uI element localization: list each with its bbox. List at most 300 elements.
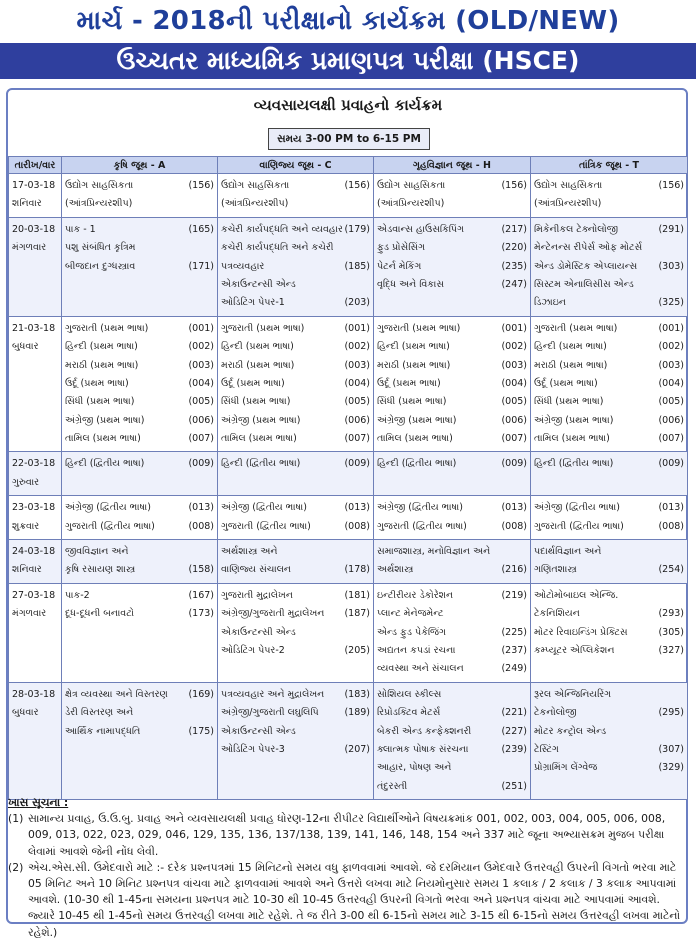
subject-code: (007)	[188, 433, 214, 445]
subject-name: ટેકનિશિયન	[534, 608, 580, 620]
subject-code: (013)	[658, 502, 684, 514]
subject-cell-technical	[531, 496, 688, 540]
subject-line	[65, 195, 214, 213]
subject-line	[65, 499, 214, 517]
subject-code: (003)	[344, 359, 370, 371]
subject-code: (003)	[501, 359, 527, 371]
note-item	[8, 811, 684, 860]
subject-name: બીજદાન દુગ્ધસ્ત્રાવ	[65, 260, 136, 272]
subject-name: મિકેનીકલ ટેક્નોલોજી	[534, 223, 619, 235]
subject-code: (187)	[344, 608, 370, 620]
subject-line	[221, 412, 370, 430]
subject-code	[682, 276, 684, 294]
exam-date: 17-03-18	[12, 180, 56, 191]
subject-code: (220)	[501, 242, 527, 254]
table-row	[9, 682, 688, 799]
subject-line	[221, 543, 370, 561]
subject-code: (178)	[344, 564, 370, 576]
subject-cell-agriculture	[62, 583, 218, 682]
column-header-date: તારીખ/વાર	[9, 157, 62, 174]
subject-name: સમાજશાસ્ત્ર, મનોવિજ્ઞાન અને	[377, 546, 491, 558]
subject-line	[377, 778, 527, 796]
subject-code: (008)	[344, 520, 370, 532]
subject-line	[221, 605, 370, 623]
subject-code: (005)	[658, 396, 684, 408]
exam-day: શનિવાર	[12, 564, 42, 576]
subject-name: ઉદ્યોગ સાહસિકતા	[221, 180, 290, 191]
subject-code: (004)	[501, 377, 527, 389]
exam-day: બુધવાર	[12, 341, 39, 353]
subject-name: હિન્દી (પ્રથમ ભાષા)	[534, 341, 607, 353]
subject-line	[377, 412, 527, 430]
subject-line	[221, 587, 370, 605]
subject-code	[525, 605, 527, 623]
subject-code: (325)	[658, 297, 684, 309]
subject-name: રિપ્રોડક્ટિવ મેટર્સ	[377, 707, 441, 719]
subject-cell-home-science	[374, 540, 531, 584]
subject-line	[377, 605, 527, 623]
subject-code	[682, 543, 684, 561]
subject-cell-technical	[531, 583, 688, 682]
subject-code: (227)	[501, 725, 527, 737]
subject-code: (249)	[501, 663, 527, 675]
subject-code: (009)	[344, 458, 370, 470]
subject-code: (002)	[344, 341, 370, 353]
subject-cell-commerce	[218, 452, 374, 496]
subject-name: ક્ષેત્ર વ્યવસ્થા અને વિસ્તરણ	[65, 688, 168, 700]
subject-line	[377, 320, 527, 338]
subject-code: (002)	[658, 341, 684, 353]
subject-name: મોટર કન્ટ્રોલ એન્ડ	[534, 725, 607, 737]
subject-code	[368, 543, 370, 561]
subject-code	[682, 686, 684, 704]
subject-cell-agriculture	[62, 540, 218, 584]
subject-name: પત્રવ્યવહાર અને મુદ્રાલેખન	[221, 688, 325, 700]
subject-name: કચેરી કાર્યપદ્ધતિ અને કચેરી	[221, 242, 334, 254]
subject-code	[525, 195, 527, 213]
subject-name: વૃદ્ધિ અને વિકાસ	[377, 278, 445, 290]
subject-name: ગુજરાતી (પ્રથમ ભાષા)	[221, 322, 305, 334]
subject-code: (156)	[188, 180, 214, 191]
subject-code: (291)	[658, 223, 684, 235]
subject-name: પાક - 1	[65, 223, 96, 235]
subject-name: કૃષિ રસાયણ શાસ્ત્ર	[65, 564, 136, 576]
subject-name: પત્રવ્યવહાર	[221, 260, 265, 272]
subject-code: (251)	[501, 780, 527, 792]
subject-code: (239)	[501, 743, 527, 755]
subject-name: ઉર્દૂ (પ્રથમ ભાષા)	[377, 377, 441, 389]
schedule-table	[8, 156, 688, 800]
subject-line	[534, 430, 684, 448]
exam-date: 21-03-18	[12, 322, 56, 334]
subject-code: (002)	[501, 341, 527, 353]
subject-code: (004)	[658, 377, 684, 389]
subject-code: (001)	[188, 322, 214, 334]
subject-cell-home-science	[374, 682, 531, 799]
subject-name: (આંત્રપ્રિન્યરશીપ)	[221, 198, 289, 210]
exam-day: મંગળવાર	[12, 242, 47, 254]
subject-name: ક્લાત્મક પોષાક સંરચના	[377, 743, 469, 755]
subject-line	[534, 518, 684, 536]
subject-line	[221, 430, 370, 448]
subject-line	[377, 543, 527, 561]
subject-name: અંગ્રેજી (પ્રથમ ભાષા)	[65, 414, 145, 426]
subject-code: (004)	[344, 377, 370, 389]
subject-line	[377, 177, 527, 195]
subject-name: વ્યવસ્થા અને સંચાલન	[377, 663, 464, 675]
exam-day: મંગળવાર	[12, 608, 47, 620]
table-header-row	[9, 157, 688, 174]
subject-line	[534, 412, 684, 430]
subject-name: સિંધી (પ્રથમ ભાષા)	[221, 396, 291, 408]
subject-cell-commerce	[218, 174, 374, 218]
subject-name: ટેસ્ટિંગ	[534, 743, 559, 755]
subject-line	[377, 221, 527, 239]
subject-line	[65, 686, 214, 704]
subject-line	[377, 357, 527, 375]
subject-name: ડેરી વિસ્તરણ અને	[65, 707, 134, 719]
subject-code: (008)	[658, 520, 684, 532]
exam-date: 20-03-18	[12, 223, 56, 235]
subject-code: (183)	[344, 688, 370, 700]
exam-time-box: સમય 3-00 PM to 6-15 PM	[268, 128, 430, 150]
subject-line	[534, 759, 684, 777]
subject-line	[534, 686, 684, 704]
subject-line	[65, 320, 214, 338]
date-cell	[9, 496, 62, 540]
subject-code: (303)	[658, 260, 684, 272]
subject-code	[368, 723, 370, 741]
subject-name: અંગ્રેજી/ગુજરાતી મુદ્રાલેખન	[221, 608, 325, 620]
subject-line	[65, 375, 214, 393]
subject-code: (165)	[188, 223, 214, 235]
subject-name: ફુડ પ્રોસેસિંગ	[377, 242, 426, 254]
subject-line	[221, 723, 370, 741]
subject-line	[377, 759, 527, 777]
subject-code: (219)	[501, 589, 527, 601]
subject-line	[377, 393, 527, 411]
subject-name: તામિલ (પ્રથમ ભાષા)	[65, 433, 141, 445]
subject-cell-technical	[531, 452, 688, 496]
subject-code: (156)	[344, 180, 370, 191]
subject-line	[65, 543, 214, 561]
subject-name: પેટર્ન મેકિંગ	[377, 260, 422, 272]
subject-line	[377, 723, 527, 741]
exam-date: 23-03-18	[12, 502, 56, 514]
subject-code	[682, 723, 684, 741]
subject-code: (237)	[501, 644, 527, 656]
subject-line	[534, 338, 684, 356]
subject-line	[377, 499, 527, 517]
subject-name: સિંધી (પ્રથમ ભાષા)	[534, 396, 604, 408]
subject-name: ઉદ્યોગ સાહસિકતા	[377, 180, 446, 191]
subject-line	[65, 605, 214, 623]
subject-cell-commerce	[218, 583, 374, 682]
subject-code: (305)	[658, 626, 684, 638]
subject-code: (171)	[188, 260, 214, 272]
subject-line	[221, 624, 370, 642]
subject-name: ઓડિટિંગ પેપર-3	[221, 743, 285, 755]
exam-date: 24-03-18	[12, 546, 56, 558]
subject-line	[534, 455, 684, 473]
subject-line	[534, 357, 684, 375]
subject-name: હિન્દી (દ્વિતીય ભાષા)	[377, 458, 457, 470]
subject-line	[221, 455, 370, 473]
subject-line	[377, 276, 527, 294]
subject-line	[534, 177, 684, 195]
subject-code	[212, 704, 214, 722]
subject-line	[534, 723, 684, 741]
subject-cell-agriculture	[62, 496, 218, 540]
subject-line	[377, 338, 527, 356]
subject-cell-technical	[531, 540, 688, 584]
subject-line	[377, 258, 527, 276]
subject-code: (013)	[188, 502, 214, 514]
subject-code: (329)	[658, 762, 684, 774]
subject-name: અંગ્રેજી (પ્રથમ ભાષા)	[221, 414, 301, 426]
subject-code: (001)	[501, 322, 527, 334]
subject-code: (013)	[344, 502, 370, 514]
subject-name: તંદુરસ્તી	[377, 780, 408, 792]
page-subtitle-banner: ઉચ્ચતર માધ્યમિક પ્રમાણપત્ર પરીક્ષા (HSCE)	[0, 43, 696, 79]
subject-line	[377, 518, 527, 536]
table-row	[9, 496, 688, 540]
subject-line	[65, 518, 214, 536]
subject-name: પદાર્થવિજ્ઞાન અને	[534, 546, 602, 558]
subject-name: પ્રોગ્રામિંગ લેંગ્વેજ	[534, 762, 598, 774]
subject-name: મોટર રિવાઇન્ડિંગ પ્રેક્ટિસ	[534, 626, 628, 638]
subject-line	[65, 704, 214, 722]
column-header-technical: તાંત્રિક જૂથ - T	[531, 157, 688, 174]
subject-code	[368, 276, 370, 294]
subject-code: (009)	[658, 458, 684, 470]
subject-name: એડવાન્સ હાઉસકિપિંગ	[377, 223, 465, 235]
subject-line	[65, 561, 214, 579]
subject-name: એકાઉન્ટન્સી એન્ડ	[221, 725, 296, 737]
subject-code	[368, 195, 370, 213]
subject-code: (008)	[501, 520, 527, 532]
subject-line	[534, 499, 684, 517]
subject-code: (307)	[658, 743, 684, 755]
subject-name: ઓડિટિંગ પેપર-2	[221, 644, 285, 656]
subject-cell-home-science	[374, 452, 531, 496]
subject-line	[534, 375, 684, 393]
subject-name: ગુજરાતી (પ્રથમ ભાષા)	[534, 322, 618, 334]
subject-line	[221, 294, 370, 312]
subject-cell-commerce	[218, 682, 374, 799]
subject-code: (007)	[501, 433, 527, 445]
subject-cell-commerce	[218, 316, 374, 452]
subject-line	[221, 561, 370, 579]
subject-name: વાણિજ્ય સંચાલન	[221, 564, 291, 576]
subject-line	[221, 704, 370, 722]
subject-code: (235)	[501, 260, 527, 272]
subject-line	[377, 430, 527, 448]
subject-name: (આંત્રપ્રિન્યરશીપ)	[377, 198, 445, 210]
exam-date: 27-03-18	[12, 589, 56, 601]
subject-line	[534, 704, 684, 722]
subject-line	[534, 239, 684, 257]
subject-code: (013)	[501, 502, 527, 514]
subject-code	[368, 624, 370, 642]
subject-line	[221, 499, 370, 517]
subject-line	[377, 704, 527, 722]
subject-name: સોશિયલ સ્કીલ્સ	[377, 688, 442, 700]
subject-name: મરાઠી (પ્રથમ ભાષા)	[377, 359, 451, 371]
date-cell	[9, 174, 62, 218]
subject-line	[377, 741, 527, 759]
subject-name: હિન્દી (પ્રથમ ભાષા)	[65, 341, 138, 353]
column-header-agriculture: કૃષિ જૂથ - A	[62, 157, 218, 174]
date-cell	[9, 583, 62, 682]
subject-code: (003)	[658, 359, 684, 371]
subject-line	[65, 587, 214, 605]
subject-code: (225)	[501, 626, 527, 638]
subject-name: હિન્દી (દ્વિતીય ભાષા)	[534, 458, 614, 470]
date-cell	[9, 540, 62, 584]
subject-line	[65, 412, 214, 430]
subject-code	[682, 195, 684, 213]
subject-name: ડિઝાઇન	[534, 297, 566, 309]
subject-name: એકાઉન્ટન્સી એન્ડ	[221, 278, 296, 290]
subject-code: (007)	[344, 433, 370, 445]
subject-name: જીવવિજ્ઞાન અને	[65, 546, 129, 558]
subject-line	[534, 587, 684, 605]
subject-code: (009)	[501, 458, 527, 470]
subject-cell-technical	[531, 217, 688, 316]
subject-name: બેકરી એન્ડ કન્ફેક્શનરી	[377, 725, 472, 737]
subject-name: ગુજરાતી (દ્વિતીય ભાષા)	[221, 520, 311, 532]
subject-code: (005)	[344, 396, 370, 408]
subject-line	[534, 561, 684, 579]
subject-name: સિંધી (પ્રથમ ભાષા)	[65, 396, 135, 408]
subject-code: (181)	[344, 589, 370, 601]
table-row	[9, 217, 688, 316]
note-text: એચ.એસ.સી. ઉમેદવારો માટે :- દરેક પ્રશ્નપત્રમાં 15 મિનિટનો સમય વધુ ફાળવવામાં આવશે. જે દરમિયાન ઉમેદવારે ઉત્તરવહી ઉપરની વિગતો ભરવા માટે 05 મિનિટ અને 10 મિનિટ પ્રશ્નપત્ર વાંચવા માટે ફાળવવામાં આવશે અને ઉત્તરો લખવા માટે નિયમોનુસાર સમય 1 કલાક / 2 કલાક / 3 કલાક આપવામાં આવશે. (10-30 થી 1-45ના સમયના પ્રશ્નપત્ર માટે 10-30 થી 10-45 ઉત્તરવહી ઉપરની વિગતો ભરવા અને પ્રશ્નપત્ર વાંચવા માટે આપવામાં આવશે. જ્યારે 10-45 થી 1-45નો સમય ઉત્તરવહી લખવા માટે રહેશે. તે જ રીતે 3-00 થી 6-15નો સમય માટે 3-15 થી 6-15નો સમય ઉત્તરવહી લખવા માટેનો રહેશે.)	[28, 860, 681, 939]
subject-code: (175)	[188, 725, 214, 737]
table-row	[9, 316, 688, 452]
subject-line	[65, 430, 214, 448]
subject-line	[221, 338, 370, 356]
subject-line	[534, 624, 684, 642]
exam-day: બુધવાર	[12, 707, 39, 719]
subject-line	[221, 393, 370, 411]
subject-code: (009)	[188, 458, 214, 470]
subject-line	[221, 276, 370, 294]
note-item	[8, 860, 684, 941]
subject-name: ઓટોમોબાઇલ એન્જિ.	[534, 589, 619, 601]
note-text: સામાન્ય પ્રવાહ, ઉ.ઉ.બુ. પ્રવાહ અને વ્યવસાયલક્ષી પ્રવાહ ધોરણ-12ના રીપીટર વિદ્યાર્થીઓને વિષયક્રમાંક 001, 002, 003, 004, 005, 006, 008, 009, 013, 022, 023, 029, 046, 129, 135, 136, 137/138, 139, 141, 146, 148, 154 અને 337 માટે જૂના અભ્યાસક્રમ મુજબ પરીક્ષા લેવામાં આવશે જેની નોંધ લેવી.	[28, 812, 666, 858]
subject-name: ઓડિટિંગ પેપર-1	[221, 297, 285, 309]
table-row	[9, 174, 688, 218]
note-number: (1)	[8, 812, 24, 826]
subject-line	[221, 195, 370, 213]
subject-name: પશુ સંબંધિત કૃત્રિમ	[65, 242, 136, 254]
page-title: માર્ચ - 2018ની પરીક્ષાનો કાર્યક્રમ (OLD/NEW)	[76, 6, 620, 36]
subject-name: ગુજરાતી (દ્વિતીય ભાષા)	[377, 520, 467, 532]
subject-name: રૂરલ એન્જિનિયરિંગ	[534, 688, 612, 700]
table-row	[9, 583, 688, 682]
subject-name: તામિલ (પ્રથમ ભાષા)	[534, 433, 610, 445]
subject-cell-commerce	[218, 496, 374, 540]
subject-line	[65, 338, 214, 356]
subject-code: (008)	[188, 520, 214, 532]
subject-code: (001)	[658, 322, 684, 334]
subject-cell-home-science	[374, 496, 531, 540]
subject-line	[221, 686, 370, 704]
subject-name: અર્થશાસ્ત્ર	[377, 564, 414, 576]
subject-name: (આંત્રપ્રિન્યરશીપ)	[534, 198, 602, 210]
subject-name: અદ્યતન કપડાં રચના	[377, 644, 456, 656]
date-cell	[9, 452, 62, 496]
subject-line	[221, 357, 370, 375]
subject-code: (221)	[501, 707, 527, 719]
subject-code: (247)	[501, 278, 527, 290]
subject-code: (207)	[344, 743, 370, 755]
subject-name: કમ્પ્યૂટર એપ્લિકેશન	[534, 644, 615, 656]
subject-code: (156)	[501, 180, 527, 191]
subject-code: (158)	[188, 564, 214, 576]
subject-cell-agriculture	[62, 217, 218, 316]
subject-line	[534, 195, 684, 213]
subject-name: અંગ્રેજી/ગુજરાતી લઘુલિપિ	[221, 707, 319, 719]
subject-code	[212, 195, 214, 213]
subject-line	[377, 561, 527, 579]
subject-name: અંગ્રેજી (દ્વિતીય ભાષા)	[221, 502, 307, 514]
subject-line	[221, 375, 370, 393]
subject-code: (327)	[658, 644, 684, 656]
subject-name: ગુજરાતી (દ્વિતીય ભાષા)	[65, 520, 155, 532]
subject-name: ઉદ્યોગ સાહસિકતા	[534, 180, 603, 191]
subject-line	[377, 587, 527, 605]
subject-name: મેન્ટેનન્સ રીપેર્સ ઓફ મોટર્સ	[534, 242, 643, 254]
subject-code: (006)	[501, 414, 527, 426]
subject-name: તામિલ (પ્રથમ ભાષા)	[221, 433, 297, 445]
subject-code	[212, 543, 214, 561]
subject-code: (169)	[188, 688, 214, 700]
subject-name: ઉર્દૂ (પ્રથમ ભાષા)	[534, 377, 598, 389]
subject-code: (205)	[344, 644, 370, 656]
subject-line	[65, 239, 214, 257]
subject-cell-agriculture	[62, 174, 218, 218]
subject-code: (006)	[188, 414, 214, 426]
subject-code	[682, 587, 684, 605]
subject-name: અંગ્રેજી (દ્વિતીય ભાષા)	[377, 502, 463, 514]
subject-code	[525, 759, 527, 777]
subject-name: ઉર્દૂ (પ્રથમ ભાષા)	[221, 377, 285, 389]
subject-code: (005)	[501, 396, 527, 408]
subject-code: (217)	[501, 223, 527, 235]
subject-line	[65, 258, 214, 276]
subject-name: અંગ્રેજી (દ્વિતીય ભાષા)	[65, 502, 151, 514]
subject-line	[221, 518, 370, 536]
exam-day: શનિવાર	[12, 198, 42, 210]
subject-cell-agriculture	[62, 682, 218, 799]
column-header-commerce: વાણિજ્ય જૂથ - C	[218, 157, 374, 174]
exam-day: ગુરુવાર	[12, 476, 40, 488]
schedule-title: વ્યવસાયલક્ષી પ્રવાહનો કાર્યક્રમ	[253, 96, 443, 114]
subject-line	[221, 642, 370, 660]
subject-line	[65, 455, 214, 473]
subject-name: આર્થિક નામાપદ્ધતિ	[65, 725, 141, 737]
subject-code: (003)	[188, 359, 214, 371]
subject-line	[377, 455, 527, 473]
subject-name: હિન્દી (પ્રથમ ભાષા)	[377, 341, 450, 353]
subject-cell-home-science	[374, 583, 531, 682]
subject-name: ગુજરાતી (દ્વિતીય ભાષા)	[534, 520, 624, 532]
exam-day: શુક્રવાર	[12, 520, 40, 532]
subject-line	[221, 320, 370, 338]
